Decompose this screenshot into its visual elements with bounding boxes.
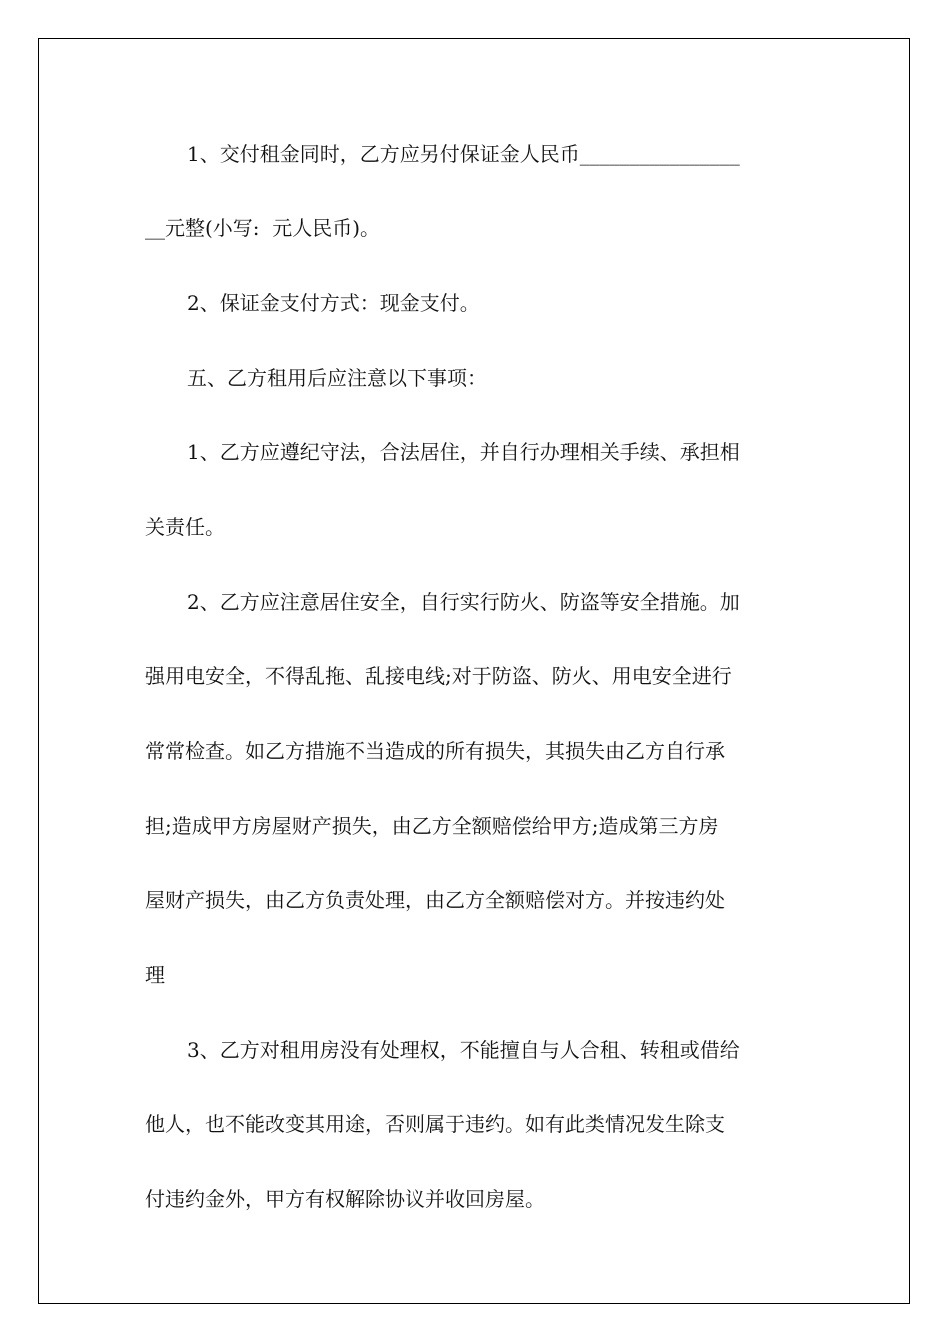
item-2-line-1: 2、乙方应注意居住安全，自行实行防火、防盗等安全措施。加: [187, 590, 740, 614]
deposit-payment-method: 2、保证金支付方式：现金支付。: [187, 291, 480, 315]
item-1-line-1: 1、乙方应遵纪守法，合法居住，并自行办理相关手续、承担相: [187, 440, 740, 464]
section-five-heading: 五、乙方租用后应注意以下事项：: [187, 366, 487, 390]
item-2-line-3: 常常检查。如乙方措施不当造成的所有损失，其损失由乙方自行承: [145, 739, 725, 763]
deposit-clause-line-2: __元整(小写: 元人民币)。: [145, 216, 381, 240]
item-3-line-1: 3、乙方对租用房没有处理权，不能擅自与人合租、转租或借给: [187, 1038, 740, 1062]
item-3-line-3: 付违约金外，甲方有权解除协议并收回房屋。: [145, 1187, 545, 1211]
item-3-line-2: 他人，也不能改变其用途，否则属于违约。如有此类情况发生除支: [145, 1112, 725, 1136]
deposit-clause-line-1: 1、交付租金同时，乙方应另付保证金人民币________________: [187, 142, 740, 166]
item-2-line-2: 强用电安全，不得乱拖、乱接电线;对于防盗、防火、用电安全进行: [145, 664, 732, 688]
item-2-line-5: 屋财产损失，由乙方负责处理，由乙方全额赔偿对方。并按违约处: [145, 888, 725, 912]
item-2-line-4: 担;造成甲方房屋财产损失，由乙方全额赔偿给甲方;造成第三方房: [145, 814, 719, 838]
item-2-line-6: 理: [145, 963, 165, 987]
item-1-line-2: 关责任。: [145, 515, 225, 539]
